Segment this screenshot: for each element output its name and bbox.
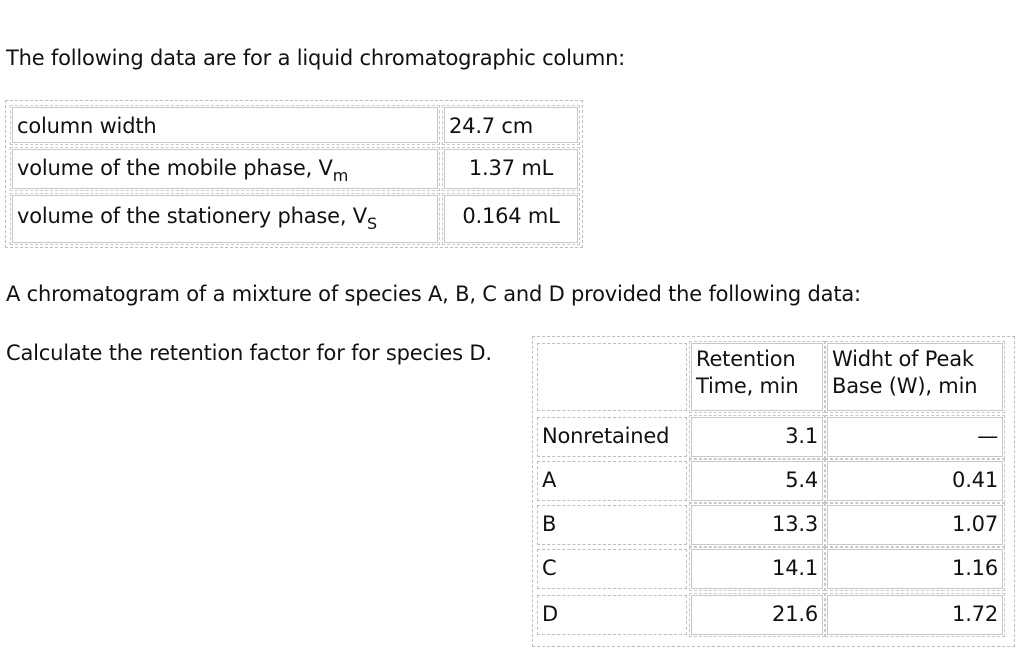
retention-nonretained: 3.1 [691, 417, 823, 457]
width-nonretained: — [827, 417, 1003, 457]
chromatogram-text: A chromatogram of a mixture of species A, B, C and D provided the following data: [6, 282, 861, 306]
column-width-label: column width [12, 107, 438, 143]
question-text: Calculate the retention factor for for species D. [6, 341, 492, 365]
species-name-d: D [537, 595, 687, 635]
retention-a: 5.4 [691, 461, 823, 501]
species-name-c: C [537, 549, 687, 589]
species-header-blank [537, 343, 687, 411]
stationary-phase-volume-value: 0.164 mL [444, 195, 578, 243]
species-name-b: B [537, 505, 687, 545]
retention-b: 13.3 [691, 505, 823, 545]
width-b: 1.07 [827, 505, 1003, 545]
mobile-phase-volume-label: volume of the mobile phase, $V_m$ [12, 149, 438, 189]
intro-text: The following data are for a liquid chromatographic column: [6, 46, 626, 70]
column-width-value: 24.7 cm [444, 107, 578, 143]
stationary-phase-volume-label: volume of the stationery phase, $V_S$ [12, 195, 438, 243]
width-c: 1.16 [827, 549, 1003, 589]
column-properties-table [5, 100, 583, 248]
retention-c: 14.1 [691, 549, 823, 589]
width-d: 1.72 [827, 595, 1003, 635]
species-name-a: A [537, 461, 687, 501]
retention-time-header: Retention Time, min [691, 343, 823, 411]
species-table [532, 336, 1015, 647]
mobile-phase-volume-value: 1.37 mL [444, 149, 578, 189]
retention-d: 21.6 [691, 595, 823, 635]
peak-width-header: Widht of Peak Base (W), min [827, 343, 1003, 411]
width-a: 0.41 [827, 461, 1003, 501]
species-name-nonretained: Nonretained [537, 417, 687, 457]
